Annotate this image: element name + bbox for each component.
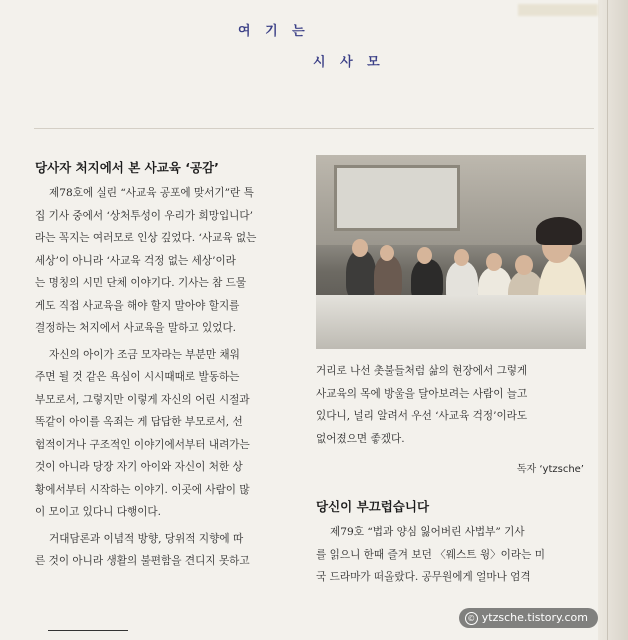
text-line: 제78호에 실린 “사교육 공포에 맞서기”란 특: [49, 187, 254, 199]
text-line: 험적이거나 구조적인 이야기에서부터 내려가는: [35, 438, 250, 451]
text-line: 는 명칭의 시민 단체 이야기다. 기사는 참 드물: [35, 277, 247, 289]
text-line: 른 것이 아니라 생활의 불편함을 견디지 못하고: [35, 555, 250, 567]
text-line: 부모로서, 그렇지만 이렇게 자신의 어린 시절과: [35, 393, 250, 406]
text-line: 세상’이 아니라 ‘사교육 걱정 없는 세상’이라: [35, 254, 236, 267]
watermark-text: ytzsche.tistory.com: [481, 611, 588, 624]
bleed-through-smudge: [518, 4, 598, 16]
meeting-photo: [316, 155, 586, 349]
article2-paragraph: [316, 521, 592, 589]
article1-title: 당사자 처지에서 본 사교육 ‘공감’: [35, 160, 219, 175]
text-line: 없어졌으면 좋겠다.: [316, 432, 405, 445]
article1-continuation: [316, 360, 592, 450]
copyright-icon: ©: [465, 612, 478, 625]
divider: [48, 630, 128, 631]
text-line: 제79호 “법과 양심 잃어버린 사법부” 기사: [330, 526, 525, 538]
text-line: 황에서부터 시작하는 이야기. 이곳에 사람이 많: [35, 483, 250, 496]
text-line: 주면 될 것 같은 욕심이 시시때때로 발동하는: [35, 371, 240, 383]
text-line: 이 모이고 있다니 다행이다.: [35, 506, 162, 518]
text-line: 똑같이 아이를 옥죄는 게 답답한 부모로서, 선: [35, 416, 243, 428]
bleed-through-text: [14, 86, 304, 116]
right-column: [316, 360, 592, 589]
text-line: 자신의 아이가 조금 모자라는 부분만 채워: [49, 348, 240, 361]
text-line: 결정하는 처지에서 사교육을 말하고 있었다.: [35, 322, 237, 334]
text-line: 거리로 나선 촛불들처럼 삶의 현장에서 그렇게: [316, 365, 528, 377]
article1-paragraph2: [35, 344, 305, 524]
text-line: 국 드라마가 떠올랐다. 공무원에게 얼마나 엄격: [316, 571, 531, 583]
page-fold-line: [607, 0, 608, 640]
section-header-line2: 시 사 모: [313, 55, 385, 70]
text-line: 있다니, 널리 알려서 우선 ‘사교육 걱정’이라도: [316, 410, 528, 422]
divider: [34, 128, 594, 129]
reader-signature: 독자 ‘ytzsche’: [516, 464, 584, 475]
text-line: 집 기사 중에서 ‘상처투성이 우리가 희망입니다’: [35, 209, 254, 222]
page-edge-shadow: [598, 0, 628, 640]
text-line: 거대담론과 이념적 방향, 당위적 지향에 따: [49, 532, 244, 545]
left-column: [35, 158, 305, 573]
text-line: 게도 직접 사교육을 해야 할지 말아야 할지를: [35, 299, 240, 312]
text-line: 사교육의 목에 방울을 달아보려는 사람이 늘고: [316, 387, 528, 400]
text-line: 를 읽으니 한때 즐겨 보던 〈웨스트 윙〉이라는 미: [316, 548, 545, 561]
section-header-line1: 여 기 는: [238, 24, 310, 39]
blog-watermark: [459, 608, 598, 628]
text-line: 것이 아니라 당장 자기 아이와 자신이 처한 상: [35, 461, 243, 473]
text-line: 라는 꼭지는 여러모로 인상 깊었다. ‘사교육 없는: [35, 232, 257, 244]
article2-title: 당신이 부끄럽습니다: [316, 499, 430, 514]
article1-paragraph3: [35, 528, 305, 573]
article1-paragraph1: [35, 182, 305, 340]
